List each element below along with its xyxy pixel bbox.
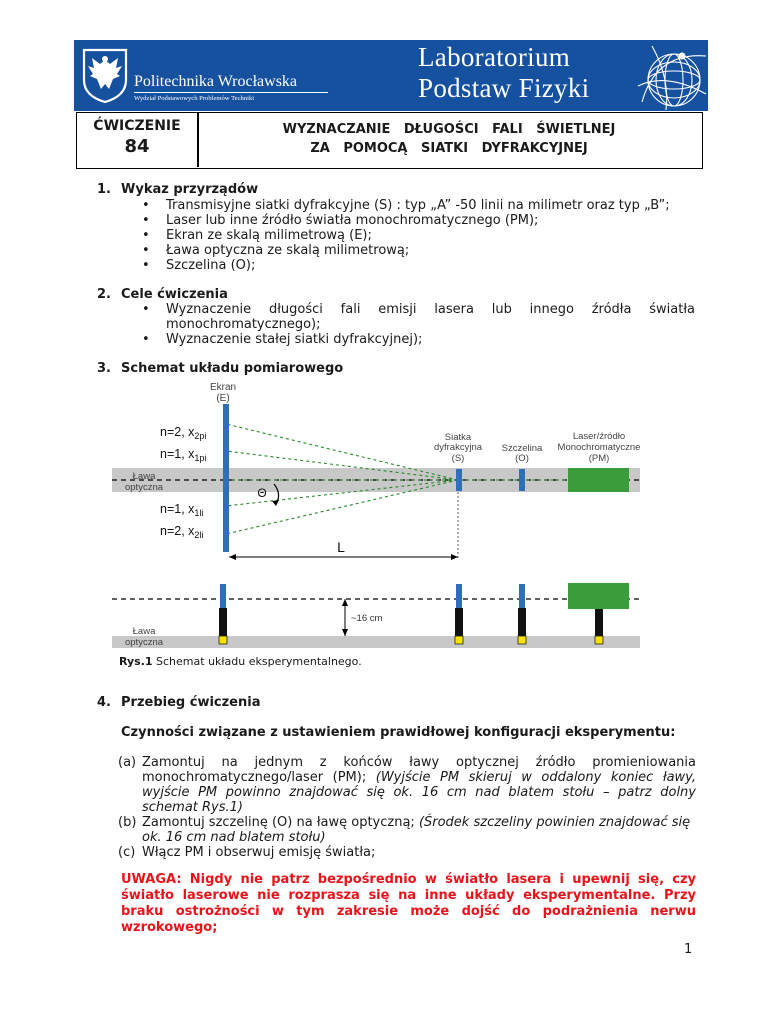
section-3-heading	[97, 361, 343, 376]
header-banner	[74, 40, 708, 111]
warning-line1: UWAGA: Nigdy nie patrz bezpośrednio w światło lasera i upewnij się, czy	[121, 872, 696, 887]
laser-side	[568, 583, 629, 609]
order-label-n1-lower: n=1, $x_{1li}$	[160, 502, 204, 518]
step-a-label: (a)	[118, 755, 137, 770]
list-item-text: Wyznaczenie długości fali emisji lasera lub innego źródła światła	[166, 302, 695, 317]
slit-holder	[518, 636, 526, 644]
list-item	[142, 243, 410, 258]
section-title: Wykaz przyrządów	[121, 182, 259, 197]
faculty-name: Wydział Podstawowych Problemów Techniki	[134, 95, 255, 102]
exercise-number: 84	[124, 136, 150, 157]
order-label-n2-upper: n=2, $x_{2pi}$	[160, 425, 207, 441]
slit-label-2: (O)	[515, 453, 529, 464]
warning-line2: światło laserowe nie rozprasza się na inne układy eksperymentalne. Przy	[121, 888, 696, 903]
theta-label: Θ	[257, 486, 267, 500]
caption-label: Rys.1	[119, 655, 153, 668]
bullet-icon: •	[142, 258, 150, 273]
list-item-text: Transmisyjne siatki dyfrakcyjne (S) : typ „A” -50 linii na milimetr oraz typ „B”;	[166, 198, 670, 213]
warning-line4: wzrokowego;	[121, 920, 218, 935]
step-c-label: (c)	[118, 845, 136, 860]
screen-post	[219, 608, 227, 636]
laser-label-2: Monochromatyczne	[557, 442, 641, 453]
step-b-label: (b)	[118, 815, 137, 830]
bench-label-side-2: optyczna	[124, 637, 164, 648]
bullet-icon: •	[142, 228, 150, 243]
bench-label-top: Ława	[132, 471, 156, 482]
list-item	[142, 258, 256, 273]
grating-label: Siatka	[444, 432, 472, 443]
section-title: Cele ćwiczenia	[121, 287, 228, 302]
screen-label: Ekran	[209, 382, 237, 393]
exercise-label: ĆWICZENIE	[93, 118, 181, 134]
theta-arrowhead-icon	[272, 500, 279, 506]
section-number: 4.	[97, 695, 111, 710]
bullet-icon: •	[142, 332, 150, 347]
step-a-line1: Zamontuj na jednym z końców ławy optycznej źródło promieniowania	[142, 755, 696, 770]
eagle-emblem-icon	[80, 46, 130, 104]
order-label-n1-upper: n=1, $x_{1pi}$	[160, 447, 207, 463]
bench-label-side: Ława	[132, 626, 156, 637]
screen-side	[220, 584, 226, 608]
bench-label-top-2: optyczna	[124, 482, 164, 493]
figure-caption	[119, 655, 362, 668]
grating-post	[455, 608, 463, 636]
exercise-title-box	[76, 112, 703, 169]
step-b-line1: Zamontuj szczelinę (O) na ławę optyczną; (Środek szczeliny powinien znajdować się	[142, 815, 691, 830]
page-number: 1	[684, 942, 693, 957]
warning-line3: braku ostrożności w tym zakresie może dojść do podrażnienia nerwu	[121, 904, 696, 919]
section-title: Schemat układu pomiarowego	[121, 361, 344, 376]
list-item-text: Ława optyczna ze skalą milimetrową;	[166, 243, 410, 258]
laser-pm	[568, 468, 629, 492]
list-item-text: Laser lub inne źródło światła monochromatycznego (PM);	[166, 213, 539, 228]
grating-side	[456, 584, 462, 608]
slit-side	[519, 584, 525, 608]
height-arrow-up-icon	[342, 599, 348, 606]
slit-label: Szczelina	[501, 443, 543, 454]
caption-text: Schemat układu eksperymentalnego.	[152, 655, 362, 668]
grating-label-2: dyfrakcyjna	[433, 442, 483, 453]
step-b-line2: ok. 16 cm nad blatem stołu)	[142, 830, 326, 845]
exercise-title-line2: ZA POMOCĄ SIATKI DYFRAKCYJNEJ	[310, 141, 588, 156]
list-item-continuation: monochromatycznego);	[166, 317, 321, 332]
height-label: ~16 cm	[351, 613, 383, 624]
section-1-heading	[97, 182, 258, 197]
distance-arrow-right-icon	[451, 554, 458, 560]
exercise-title-line1: WYZNACZANIE DŁUGOŚCI FALI ŚWIETLNEJ	[282, 122, 616, 137]
list-item	[142, 332, 423, 347]
laser-label-3: (PM)	[588, 453, 610, 464]
grating-holder	[455, 636, 463, 644]
grating-label-3: (S)	[451, 453, 465, 464]
lab-title-line2: Podstaw Fizyki	[418, 73, 590, 103]
setup-diagram	[112, 380, 652, 650]
globe-logo-icon	[636, 42, 708, 111]
section-2-heading	[97, 287, 228, 302]
distance-arrow-left-icon	[229, 554, 236, 560]
list-item-text: Wyznaczenie stałej siatki dyfrakcyjnej);	[166, 332, 423, 347]
laser-post	[595, 609, 603, 636]
step-a-line3: wyjście PM powinno znajdować się ok. 16 cm nad blatem stołu – patrz dolny	[142, 785, 696, 800]
laser-label: Laser/źródło	[572, 431, 626, 442]
laser-holder	[595, 636, 603, 644]
step-a-line2: monochromatycznego/laser (PM); (Wyjście PM skieruj w oddalony koniec ławy,	[142, 770, 696, 785]
section-4-subheading: Czynności związane z ustawieniem prawidłowej konfiguracji eksperymentu:	[121, 725, 676, 740]
section-number: 3.	[97, 361, 111, 376]
list-item-text: Szczelina (O);	[166, 258, 256, 273]
step-a-line4: schemat Rys.1)	[142, 800, 243, 815]
step-c-line1: Włącz PM i obserwuj emisję światła;	[142, 845, 376, 860]
university-name: Politechnika Wrocławska	[134, 73, 298, 90]
grating-s	[456, 469, 462, 491]
screen-holder	[219, 636, 227, 644]
screen-e	[223, 404, 229, 552]
section-number: 2.	[97, 287, 111, 302]
list-item	[142, 198, 670, 213]
section-title: Przebieg ćwiczenia	[121, 695, 261, 710]
section-4-heading	[97, 695, 260, 710]
bullet-icon: •	[142, 243, 150, 258]
height-arrow-down-icon	[342, 629, 348, 636]
list-item-text: Ekran ze skalą milimetrową (E);	[166, 228, 372, 243]
distance-label: L	[337, 539, 345, 555]
header-rule	[134, 92, 328, 93]
list-item	[142, 302, 695, 317]
optical-bench-side	[112, 636, 640, 648]
bullet-icon: •	[142, 213, 150, 228]
list-item	[142, 213, 539, 228]
bullet-icon: •	[142, 302, 150, 317]
list-item	[142, 228, 372, 243]
order-label-n2-lower: n=2, $x_{2li}$	[160, 524, 204, 540]
slit-post	[518, 608, 526, 636]
lab-title-line1: Laboratorium	[418, 42, 571, 72]
screen-label-e: (E)	[216, 393, 230, 404]
bullet-icon: •	[142, 198, 150, 213]
section-number: 1.	[97, 182, 111, 197]
slit-o	[519, 469, 525, 491]
